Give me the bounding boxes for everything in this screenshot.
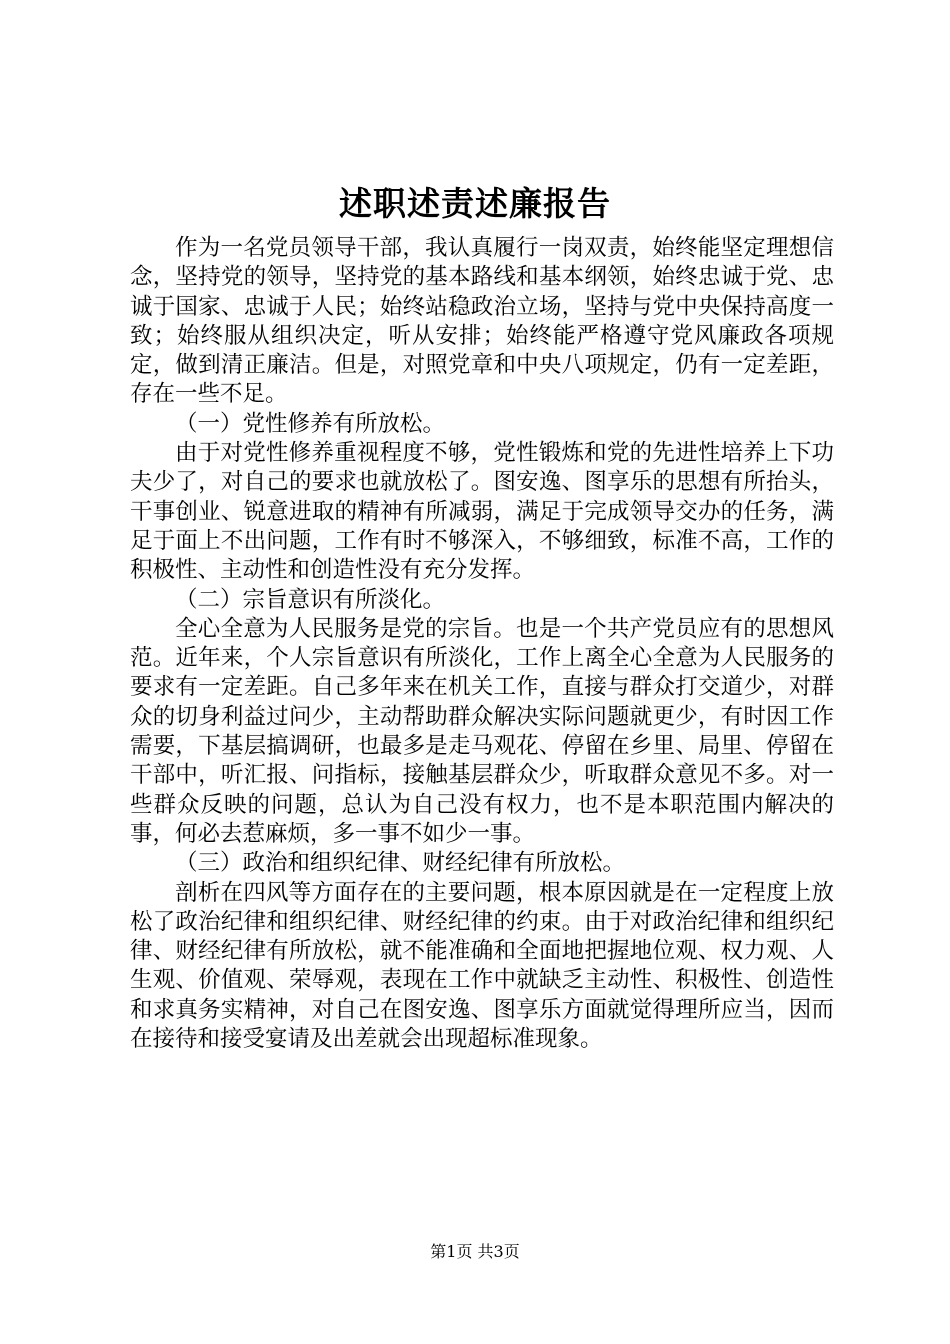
paragraph-intro: 作为一名党员领导干部，我认真履行一岗双责，始终能坚定理想信念，坚持党的领导，坚持党的基本路线和基本纲领，始终忠诚于党、忠诚于国家、忠诚于人民；始终站稳政治立场，坚持与党中央保持高度一致；始终服从组织决定，听从安排；始终能严格遵守党风廉政各项规定，做到清正廉洁。但是，对照党章和中央八项规定，仍有一定差距，存在一些不足。 <box>130 235 834 408</box>
paragraph-section-3: 剖析在四风等方面存在的主要问题，根本原因就是在一定程度上放松了政治纪律和组织纪律、财经纪律的约束。由于对政治纪律和组织纪律、财经纪律有所放松，就不能准确和全面地把握地位观、权力观、人生观、价值观、荣辱观，表现在工作中就缺乏主动性、积极性、创造性和求真务实精神，对自己在图安逸、图享乐方面就觉得理所应当，因而在接待和接受宴请及出差就会出现超标准现象。 <box>130 879 834 1053</box>
paragraph-section-2: 全心全意为人民服务是党的宗旨。也是一个共产党员应有的思想风范。近年来，个人宗旨意识有所淡化，工作上离全心全意为人民服务的要求有一定差距。自己多年来在机关工作，直接与群众打交道少，对群众的切身利益过问少，主动帮助群众解决实际问题就更少，有时因工作需要，下基层搞调研，也最多是走马观花、停留在乡里、局里、停留在干部中，听汇报、问指标，接触基层群众少，听取群众意见不多。对一些群众反映的问题，总认为自己没有权力，也不是本职范围内解决的事，何必去惹麻烦，多一事不如少一事。 <box>130 615 834 847</box>
section-heading-2: （二）宗旨意识有所淡化。 <box>175 586 446 613</box>
section-heading-3: （三）政治和组织纪律、财经纪律有所放松。 <box>175 850 626 877</box>
document-body <box>130 234 834 1054</box>
paragraph-section-1: 由于对党性修养重视程度不够，党性锻炼和党的先进性培养上下功夫少了，对自己的要求也就放松了。图安逸、图享乐的思想有所抬头，干事创业、锐意进取的精神有所减弱，满足于完成领导交办的任务，满足于面上不出问题，工作有时不够深入，不够细致，标准不高，工作的积极性、主动性和创造性没有充分发挥。 <box>130 440 834 584</box>
page-footer: 第1页 共3页 <box>430 1242 520 1261</box>
section-heading-1: （一）党性修养有所放松。 <box>175 410 446 437</box>
document-title: 述职述责述廉报告 <box>339 184 611 223</box>
